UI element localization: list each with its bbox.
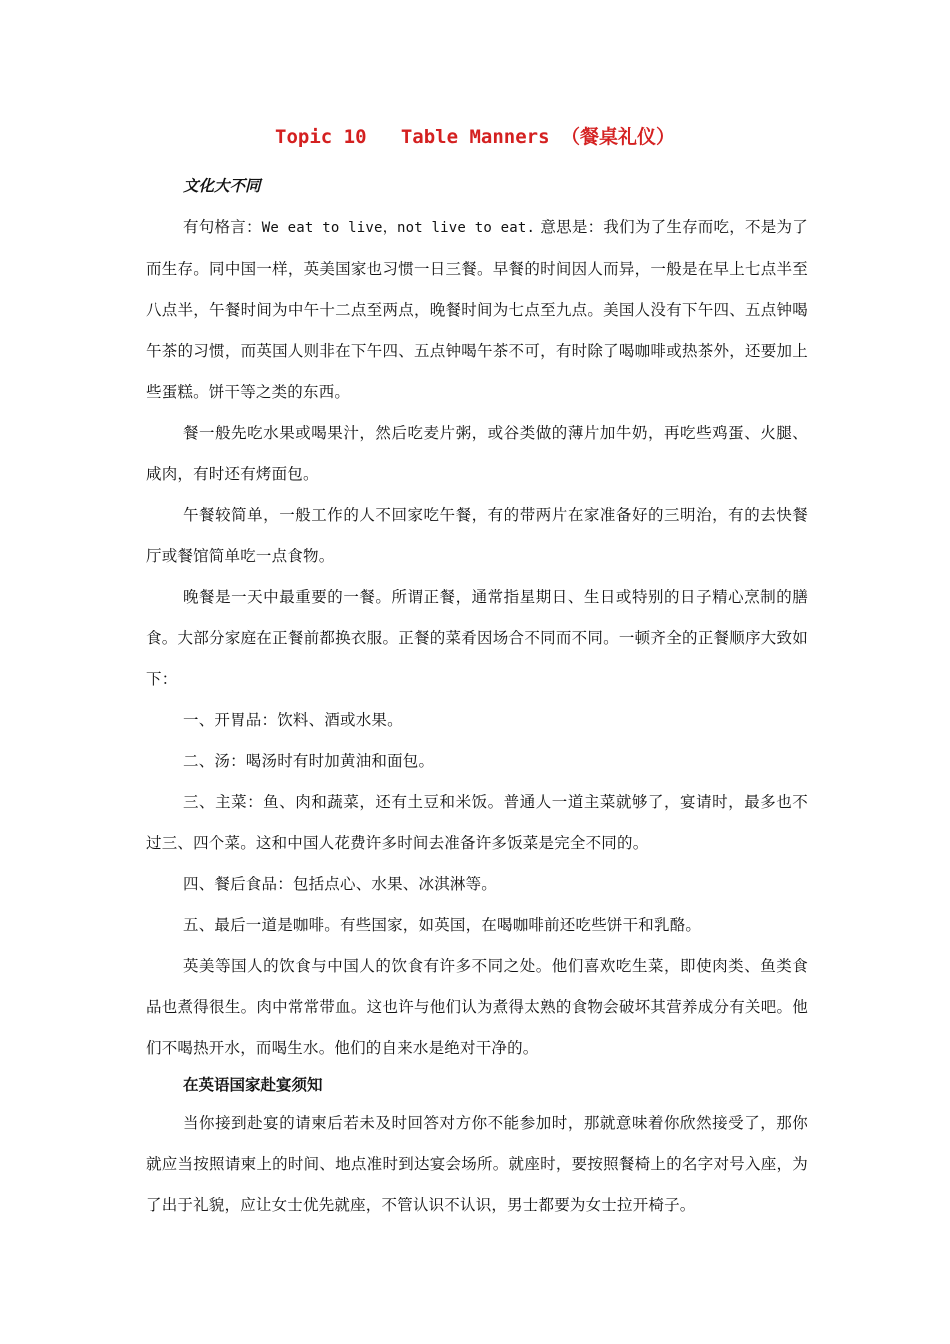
intro-rest: 意思是：我们为了生存而吃，不是为了而生存。同中国一样，英美国家也习惯一日三餐。早餐的时间因人而异，一般是在早上七点半至八点半，午餐时间为中午十二点至两点，晚餐时间为七点至九点。美国人没有下午四、五点钟喝午茶的习惯，而英国人则非在下午四、五点钟喝午茶不可，有时除了喝咖啡或热茶外，还要加上些蛋糕。饼干等之类的东西。: [146, 218, 808, 401]
intro-quote: We eat to live，not live to eat.: [261, 220, 536, 236]
list-item-appetizer: 一、开胃品：饮料、酒或水果。: [183, 711, 403, 729]
paragraph-diet-differences: 英美等国人的饮食与中国人的饮食有许多不同之处。他们喜欢吃生菜，即使肉类、鱼类食品也煮得很生。肉中常常带血。这也许与他们认为煮得太熟的食物会破坏其营养成分有关吧。他们不喝热开水，而喝生水。他们的自来水是绝对干净的。: [146, 957, 808, 1057]
list-item-coffee: 五、最后一道是咖啡。有些国家，如英国，在喝咖啡前还吃些饼干和乳酪。: [183, 916, 702, 934]
list-item-main-course: 三、主菜：鱼、肉和蔬菜，还有土豆和米饭。普通人一道主菜就够了，宴请时，最多也不过三、四个菜。这和中国人花费许多时间去准备许多饭菜是完全不同的。: [146, 793, 808, 852]
section-heading-banquet: 在英语国家赴宴须知: [183, 1075, 323, 1094]
intro-lead: 有句格言：: [183, 218, 262, 236]
list-item-soup: 二、汤：喝汤时有时加黄油和面包。: [183, 752, 435, 770]
document-body: [146, 172, 808, 1226]
list-item-dessert: 四、餐后食品：包括点心、水果、冰淇淋等。: [183, 875, 498, 893]
paragraph-dinner: 晚餐是一天中最重要的一餐。所谓正餐，通常指星期日、生日或特别的日子精心烹制的膳食。大部分家庭在正餐前都换衣服。正餐的菜肴因场合不同而不同。一顿齐全的正餐顺序大致如下：: [146, 588, 808, 688]
section-heading-culture: 文化大不同: [183, 176, 261, 195]
paragraph-breakfast: 餐一般先吃水果或喝果汁，然后吃麦片粥，或谷类做的薄片加牛奶，再吃些鸡蛋、火腿、咸肉，有时还有烤面包。: [146, 424, 808, 483]
paragraph-intro: [146, 207, 808, 413]
paragraph-banquet: 当你接到赴宴的请柬后若未及时回答对方你不能参加时，那就意味着你欣然接受了，那你就应当按照请柬上的时间、地点准时到达宴会场所。就座时，要按照餐椅上的名字对号入座，为了出于礼貌，应让女士优先就座，不管认识不认识，男士都要为女士拉开椅子。: [146, 1114, 808, 1214]
paragraph-lunch: 午餐较简单，一般工作的人不回家吃午餐，有的带两片在家准备好的三明治，有的去快餐厅或餐馆简单吃一点食物。: [146, 506, 808, 565]
title-english: Topic 10 Table Manners: [275, 126, 561, 148]
page-title: [0, 122, 950, 149]
title-chinese: （餐桌礼仪）: [560, 126, 675, 148]
